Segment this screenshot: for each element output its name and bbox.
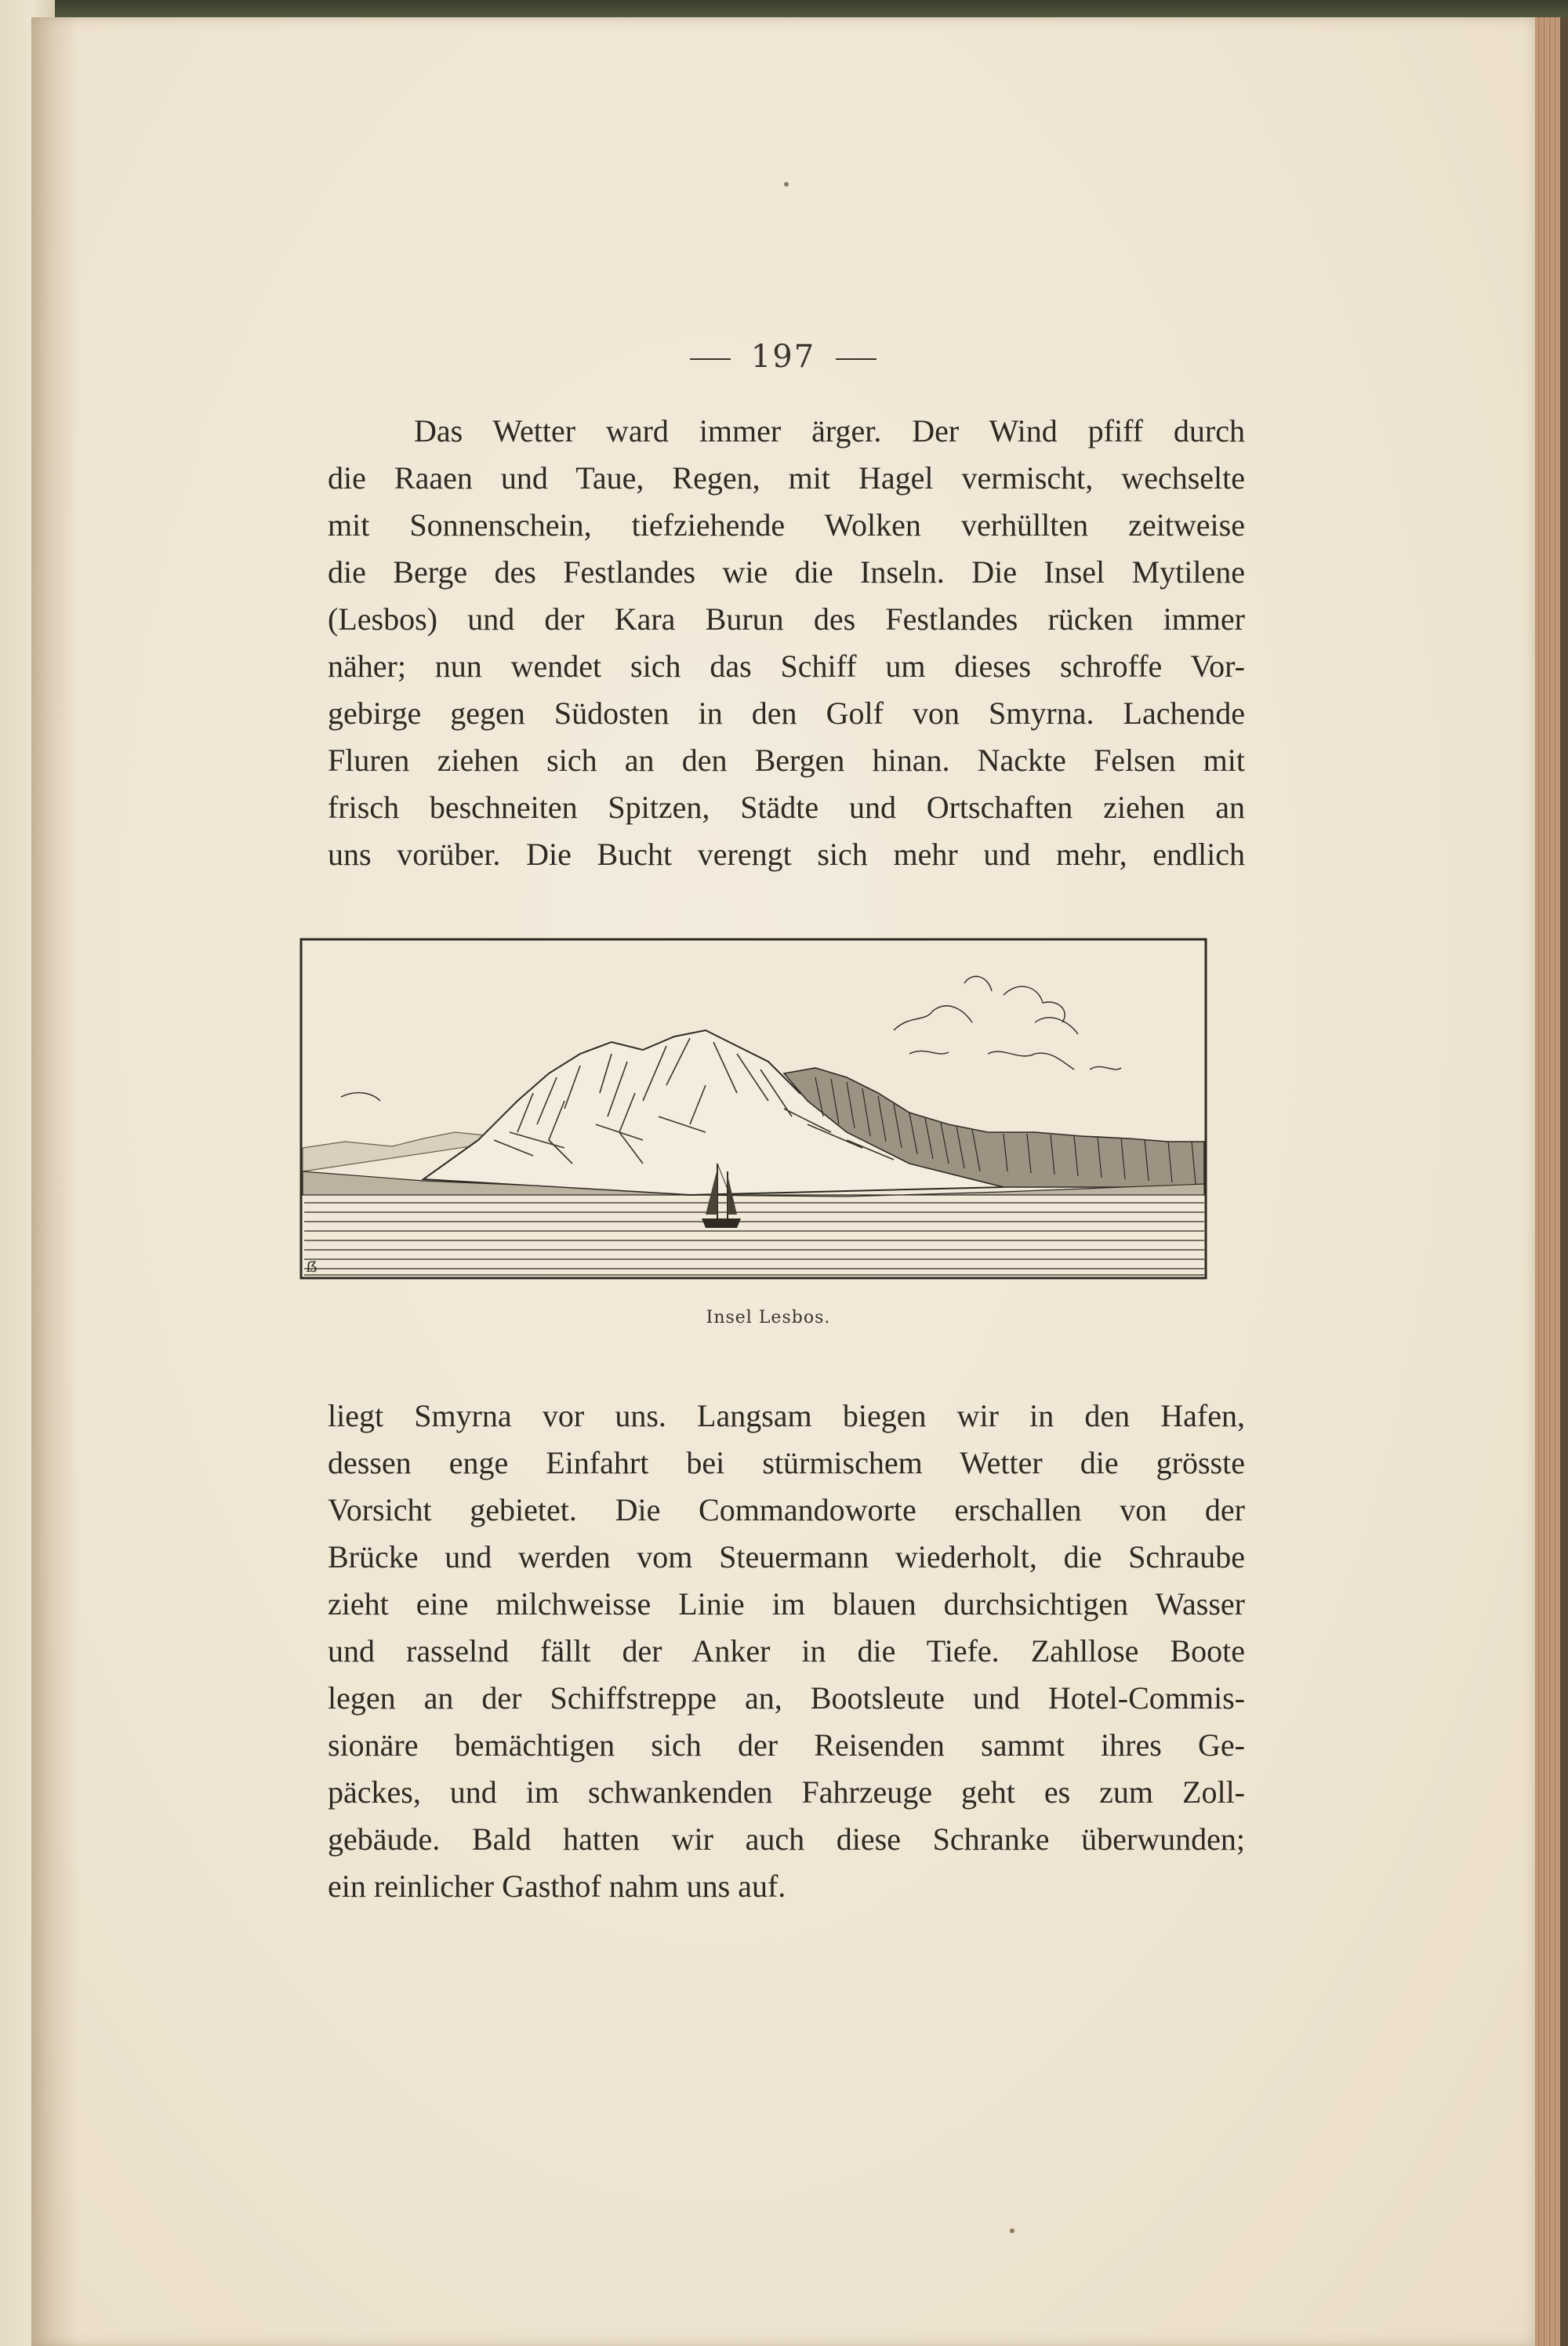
paper-speck bbox=[1010, 2228, 1014, 2233]
text-line: ein reinlicher Gasthof nahm uns auf. bbox=[328, 1868, 786, 1904]
text-line: Vorsicht gebietet. Die Commandoworte erschallen von der bbox=[328, 1492, 1245, 1527]
text-line: und rasselnd fällt der Anker in die Tiefe. Zahllose Boote bbox=[328, 1633, 1245, 1669]
text-line: legen an der Schiffstreppe an, Bootsleute und Hotel-Commis- bbox=[328, 1680, 1245, 1716]
book-cover-right-edge bbox=[1560, 17, 1568, 2346]
page-number bbox=[31, 339, 1535, 375]
paper-sheet bbox=[31, 17, 1535, 2346]
page-number-dash-right bbox=[836, 358, 877, 360]
text-line: päckes, und im schwankenden Fahrzeuge geht es zum Zoll- bbox=[328, 1774, 1245, 1810]
text-line: mit Sonnenschein, tiefziehende Wolken verhüllten zeitweise bbox=[328, 507, 1245, 543]
text-line: frisch beschneiten Spitzen, Städte und Ortschaften ziehen an bbox=[328, 790, 1245, 825]
page-number-dash-left bbox=[690, 358, 731, 360]
text-line: liegt Smyrna vor uns. Langsam biegen wir in den Hafen, bbox=[328, 1398, 1245, 1433]
text-line: uns vorüber. Die Bucht verengt sich mehr und mehr, endlich bbox=[328, 837, 1245, 872]
gutter-shadow bbox=[31, 17, 78, 2346]
paragraph-after-figure bbox=[328, 1393, 1245, 1910]
text-line: dessen enge Einfahrt bei stürmischem Wetter die grösste bbox=[328, 1445, 1245, 1480]
text-line: näher; nun wendet sich das Schiff um dieses schroffe Vor- bbox=[328, 648, 1245, 684]
engraving-illustration bbox=[298, 936, 1239, 1281]
paragraph-before-figure bbox=[328, 408, 1245, 878]
paper-speck bbox=[784, 182, 789, 187]
text-line: die Raaen und Taue, Regen, mit Hagel vermischt, wechselte bbox=[328, 460, 1245, 496]
page-number-value: 197 bbox=[750, 339, 816, 375]
text-line: sionäre bemächtigen sich der Reisenden sammt ihres Ge- bbox=[328, 1727, 1245, 1763]
text-line: die Berge des Festlandes wie die Inseln. Die Insel Mytilene bbox=[328, 554, 1245, 590]
text-line: gebäude. Bald hatten wir auch diese Schranke überwunden; bbox=[328, 1821, 1245, 1857]
text-line: Brücke und werden vom Steuermann wiederholt, die Schraube bbox=[328, 1539, 1245, 1574]
text-line: gebirge gegen Südosten in den Golf von Smyrna. Lachende bbox=[328, 695, 1245, 731]
text-line: Fluren ziehen sich an den Bergen hinan. Nackte Felsen mit bbox=[328, 743, 1245, 778]
text-line: Das Wetter ward immer ärger. Der Wind pfiff durch bbox=[414, 413, 1245, 448]
text-line: zieht eine milchweisse Linie im blauen durchsichtigen Wasser bbox=[328, 1586, 1245, 1622]
text-line: (Lesbos) und der Kara Burun des Festlandes rücken immer bbox=[328, 601, 1245, 637]
lesbos-engraving bbox=[298, 936, 1239, 1281]
engraver-monogram: ẞ bbox=[306, 1259, 318, 1276]
figure-caption: Insel Lesbos. bbox=[706, 1308, 831, 1327]
